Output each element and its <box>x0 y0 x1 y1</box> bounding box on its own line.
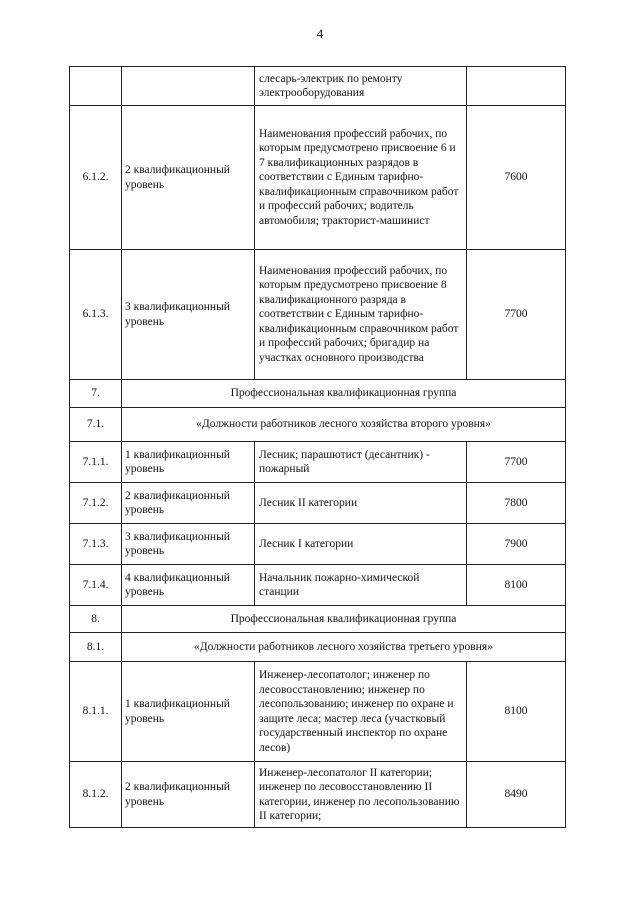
position-description: Лесник; парашютист (десантник) - пожарный <box>255 442 467 483</box>
qualification-level: 1 квалификационный уровень <box>122 662 255 762</box>
table-row <box>70 662 566 762</box>
qualification-level: 2 квалификационный уровень <box>122 483 255 524</box>
table-row <box>70 762 566 828</box>
row-number: 8.1. <box>70 633 122 662</box>
position-description: Инженер-лесопатолог II категории; инженер по лесовосстановлению II категории, инженер по лесопользованию II категории; <box>255 762 467 828</box>
salary-value: 8490 <box>467 762 566 828</box>
salary-value: 8100 <box>467 662 566 762</box>
salary-value <box>467 67 566 106</box>
table-row <box>70 67 566 106</box>
row-number: 7.1.3. <box>70 524 122 565</box>
group-heading-row <box>70 633 566 662</box>
salary-value: 7700 <box>467 250 566 380</box>
qualification-table <box>69 66 566 828</box>
position-description: слесарь-электрик по ремонту электрооборудования <box>255 67 467 106</box>
position-description: Наименования профессий рабочих, по которым предусмотрено присвоение 6 и 7 квалификационных разрядов в соответствии с Единым тарифно-квалификационным справочником работ и профессий рабочих; водитель автомобиля; тракторист-машинист <box>255 106 467 250</box>
table-row <box>70 442 566 483</box>
salary-value: 7600 <box>467 106 566 250</box>
row-number: 6.1.2. <box>70 106 122 250</box>
table-row <box>70 524 566 565</box>
position-description: Начальник пожарно-химической станции <box>255 565 467 606</box>
table-row <box>70 483 566 524</box>
group-heading: Профессиональная квалификационная группа <box>122 606 566 633</box>
row-number: 8.1.1. <box>70 662 122 762</box>
table-row <box>70 250 566 380</box>
row-number: 8.1.2. <box>70 762 122 828</box>
position-description: Лесник I категории <box>255 524 467 565</box>
row-number: 7. <box>70 380 122 408</box>
row-number: 7.1.2. <box>70 483 122 524</box>
group-heading: «Должности работников лесного хозяйства третьего уровня» <box>122 633 566 662</box>
row-number: 7.1.1. <box>70 442 122 483</box>
qualification-level: 3 квалификационный уровень <box>122 524 255 565</box>
position-description: Лесник II категории <box>255 483 467 524</box>
qualification-level: 3 квалификационный уровень <box>122 250 255 380</box>
table-row <box>70 565 566 606</box>
qualification-level: 1 квалификационный уровень <box>122 442 255 483</box>
salary-value: 7700 <box>467 442 566 483</box>
position-description: Инженер-лесопатолог; инженер по лесовосстановлению; инженер по лесопользованию; инженер по охране и защите леса; мастер леса (участковый государственный инспектор по охране лесов) <box>255 662 467 762</box>
group-heading-row <box>70 408 566 442</box>
group-heading-row <box>70 380 566 408</box>
row-number <box>70 67 122 106</box>
qualification-level: 2 квалификационный уровень <box>122 762 255 828</box>
group-heading: Профессиональная квалификационная группа <box>122 380 566 408</box>
group-heading-row <box>70 606 566 633</box>
position-description: Наименования профессий рабочих, по которым предусмотрено присвоение 8 квалификационного разряда в соответствии с Единым тарифно-квалификационным справочником работ и профессий рабочих; бригадир на участках основного производства <box>255 250 467 380</box>
page-number: 4 <box>316 26 324 41</box>
qualification-level <box>122 67 255 106</box>
salary-value: 7800 <box>467 483 566 524</box>
salary-value: 7900 <box>467 524 566 565</box>
qualification-level: 2 квалификационный уровень <box>122 106 255 250</box>
table-row <box>70 106 566 250</box>
row-number: 7.1. <box>70 408 122 442</box>
qualification-level: 4 квалификационный уровень <box>122 565 255 606</box>
salary-value: 8100 <box>467 565 566 606</box>
group-heading: «Должности работников лесного хозяйства второго уровня» <box>122 408 566 442</box>
row-number: 6.1.3. <box>70 250 122 380</box>
row-number: 8. <box>70 606 122 633</box>
row-number: 7.1.4. <box>70 565 122 606</box>
